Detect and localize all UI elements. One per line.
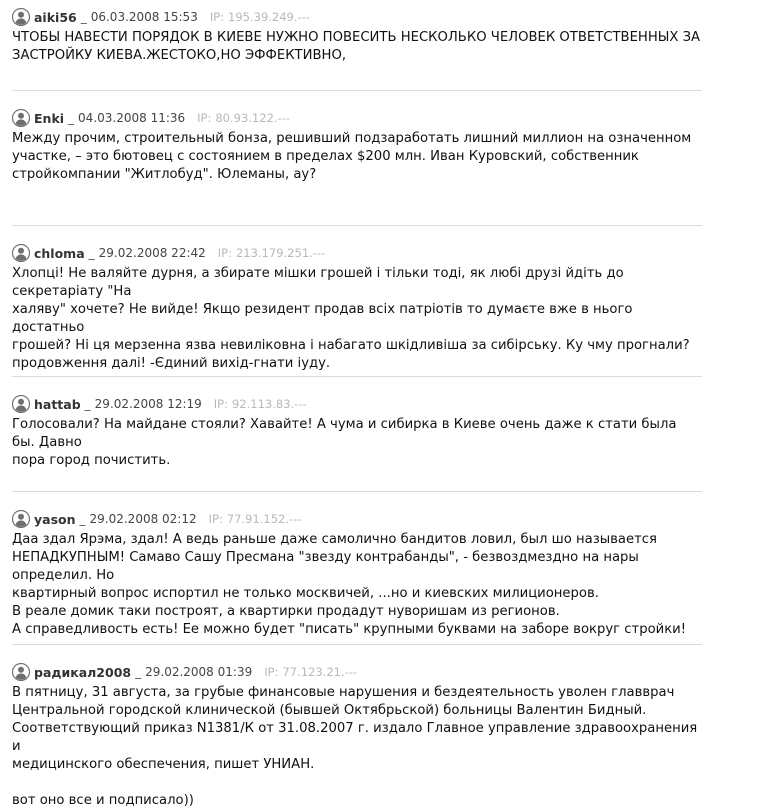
comment-text: Даа здал Ярэма, здал! А ведь раньше даже самолично бандитов ловил, был шо называется НЕПАДКУПНЫМ! Самаво Сашу Пресмана "звезду контрабанды", - безвоздмездно на нары определил. Но квартирный вопрос испортил не только москвичей, ...но и киевских милиционеров. В реале домик таки построят, а квартирки продадут нуворишам из регионов. А справедливость есть! Ее можно будет "писать" крупными буквами на заборе вокруг стройки! (12, 532, 687, 637)
comment-author[interactable]: hattab (34, 396, 81, 412)
comment-date: 29.02.2008 02:12 (89, 512, 197, 526)
ip-label: IP: (197, 111, 212, 125)
comment-ip: 77.91.152.--- (226, 512, 302, 526)
comment-author[interactable]: радикал2008 (34, 664, 132, 680)
comment-body (12, 29, 702, 65)
comment (12, 645, 702, 811)
ip-label: IP: (264, 665, 279, 679)
comment-ip: 195.39.249.--- (228, 10, 310, 24)
user-avatar-icon[interactable] (12, 663, 30, 681)
comment-author[interactable]: Enki (34, 110, 65, 126)
comment-date: 04.03.2008 11:36 (78, 111, 186, 125)
user-avatar-icon[interactable] (12, 8, 30, 26)
comment (12, 6, 702, 90)
comment (12, 226, 702, 376)
comment-header (12, 6, 702, 28)
comment-header (12, 661, 702, 683)
comment-body (12, 684, 702, 810)
ip-label: IP: (217, 246, 232, 260)
author-separator: _ (135, 665, 142, 679)
author-separator: _ (80, 10, 87, 24)
comment (12, 91, 702, 225)
comment-date: 29.02.2008 22:42 (98, 246, 206, 260)
comment-author[interactable]: aiki56 (34, 9, 77, 25)
comment-text: ЧТОБЫ НАВЕСТИ ПОРЯДОК В КИЕВЕ НУЖНО ПОВЕСИТЬ НЕСКОЛЬКО ЧЕЛОВЕК ОТВЕТСТВЕННЫХ ЗА ЗАСТРОЙКУ КИЕВА.ЖЕСТОКО,НО ЭФФЕКТИВНО, (12, 30, 701, 63)
comment-ip: 213.179.251.--- (235, 246, 326, 260)
comment-body (12, 416, 702, 470)
comment-body (12, 265, 702, 373)
comments-list (12, 6, 702, 811)
comment (12, 492, 702, 644)
user-avatar-icon[interactable] (12, 109, 30, 127)
author-separator: _ (79, 512, 86, 526)
author-separator: _ (88, 246, 95, 260)
comment-author[interactable]: yason (34, 511, 76, 527)
comment-date: 29.02.2008 12:19 (94, 397, 202, 411)
comment-body (12, 531, 702, 639)
ip-label: IP: (208, 512, 223, 526)
comment-header (12, 107, 702, 129)
comment-date: 06.03.2008 15:53 (90, 10, 198, 24)
comment-text: Голосовали? На майдане стояли? Хавайте! А чума и сибирка в Киеве очень даже к стати была бы. Давно пора город почистить. (12, 417, 677, 468)
comment-text: Между прочим, строительный бонза, решивший подзаработать лишний миллион на означенном участке, – это бютовец с состоянием в пределах $200 млн. Иван Куровский, собственник стройкомпании "Житлобуд". Юлеманы, ау? (12, 131, 692, 182)
author-separator: _ (68, 111, 75, 125)
comment-body (12, 130, 702, 184)
comment-header (12, 242, 702, 264)
user-avatar-icon[interactable] (12, 244, 30, 262)
comment (12, 377, 702, 491)
user-avatar-icon[interactable] (12, 510, 30, 528)
comment-ip: 77.123.21.--- (282, 665, 358, 679)
comment-header (12, 393, 702, 415)
comment-text: Хлопці! Не валяйте дурня, а збирате мішки грошей і тільки тоді, як любі друзі йдіть до секретаріату "На халяву" хочете? Не вийде! Якщо резидент продав всіх патріотів то думаєте вже в нього достатньо грошей? Ні ця мерзенна язва невиліковна і набагато шкідливіша за сибірську. Ку чму прогнали? продовження далі! -Єдиний вихід-гнати іуду. (12, 266, 690, 371)
author-separator: _ (84, 397, 91, 411)
comment-ip: 92.113.83.--- (231, 397, 307, 411)
user-avatar-icon[interactable] (12, 395, 30, 413)
comment-date: 29.02.2008 01:39 (145, 665, 253, 679)
comment-author[interactable]: chloma (34, 245, 85, 261)
comment-ip: 80.93.122.--- (215, 111, 290, 125)
comment-text: В пятницу, 31 августа, за грубые финансовые нарушения и бездеятельность уволен главврач Центральной городской клинической (бывшей Октябрьской) больницы Валентин Бидный. Соответствующий приказ N1381/К от 31.08.2007 г. издало Главное управление здравоохранения и медицинского обеспечения, пишет УНИАН. вот оно все и подписало)) (12, 685, 698, 808)
ip-label: IP: (209, 10, 225, 24)
comment-header (12, 508, 702, 530)
ip-label: IP: (213, 397, 228, 411)
